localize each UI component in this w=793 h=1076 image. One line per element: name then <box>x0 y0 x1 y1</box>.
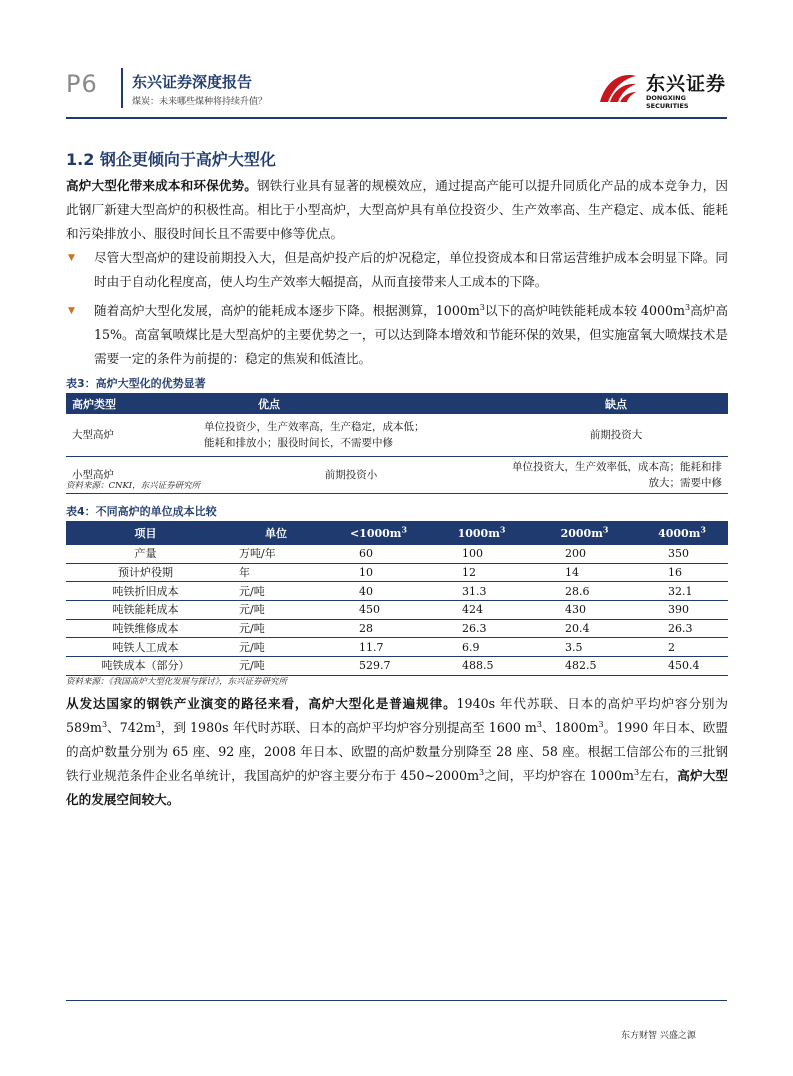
paragraph-lead: 从发达国家的钢铁产业演变的路径来看，高炉大型化是普遍规律。 <box>66 696 457 711</box>
table4-cell-value: 200 <box>533 545 636 563</box>
table-row <box>66 619 728 638</box>
table4-cell-unit: 元/吨 <box>225 582 327 601</box>
table4-source: 资料来源：《我国高炉大型化发展与探讨》，东兴证券研究所 <box>66 677 288 687</box>
table4-cell-value: 2 <box>636 638 728 657</box>
table4-cell-value: 450 <box>327 601 430 620</box>
bullet-icon: ▼ <box>68 306 75 316</box>
bullet-text: 随着高炉大型化发展，高炉的能耗成本逐步下降。根据测算，1000m <box>94 303 480 318</box>
table4-unit-cost-comparison <box>66 521 728 676</box>
table4-cell-value: 40 <box>327 582 430 601</box>
table4-cell-value: 31.3 <box>430 582 533 601</box>
logo-text-cn: 东兴证券 <box>646 73 727 95</box>
paragraph-lead: 高炉大型化带来成本和环保优势。 <box>66 178 258 193</box>
table4-header: 单位 <box>225 521 327 545</box>
paragraph-text: ，到 1980s 年代时苏联、日本的高炉平均炉容分别提高至 1600 m <box>160 720 537 735</box>
table4-cell-value: 482.5 <box>533 657 636 676</box>
table4-title: 表4：不同高炉的单位成本比较 <box>66 505 217 518</box>
table3-source: 资料来源：CNKI，东兴证券研究所 <box>66 481 201 491</box>
table3-cell-type: 大型高炉 <box>66 414 198 457</box>
bullet-text: 高炉高 15%。高富氧喷煤比是大型高炉的主要优势之一，可以达到降本增效和节能环保的效果，但实施富氧大喷煤技术是需要一定的条件为前提的：稳定的焦炭和低渣比。 <box>94 303 729 366</box>
table-row <box>66 657 728 676</box>
table4-cell-value: 28 <box>327 619 430 638</box>
bullet-text: 以下的高炉吨铁能耗成本较 4000m <box>484 303 685 318</box>
superscript: 3 <box>479 767 485 777</box>
table4-cell-unit: 元/吨 <box>225 657 327 676</box>
superscript: 3 <box>598 719 604 729</box>
table4-cell-item: 吨铁折旧成本 <box>66 582 225 601</box>
table-row <box>66 414 728 457</box>
table4-cell-item: 吨铁成本（部分） <box>66 657 225 676</box>
table4-cell-item: 预计炉役期 <box>66 563 225 582</box>
table4-cell-value: 6.9 <box>430 638 533 657</box>
table4-cell-value: 28.6 <box>533 582 636 601</box>
logo-text-en: DONGXING SECURITIES <box>646 94 689 110</box>
table4-cell-value: 12 <box>430 563 533 582</box>
table4-cell-value: 26.3 <box>636 619 728 638</box>
table4-header: 项目 <box>66 521 225 545</box>
table4-cell-unit: 万吨/年 <box>225 545 327 563</box>
table4-cell-value: 32.1 <box>636 582 728 601</box>
superscript: 3 <box>684 302 691 312</box>
superscript: 3 <box>101 719 108 729</box>
header-rule <box>66 117 727 119</box>
bullet-icon: ▼ <box>68 253 75 263</box>
footer-rule <box>66 1000 727 1001</box>
paragraph-text: 、742m <box>107 720 156 735</box>
table4-cell-value: 3.5 <box>533 638 636 657</box>
table4-cell-value: 10 <box>327 563 430 582</box>
table3-cell-type: 小型高炉 <box>66 457 198 494</box>
bullet-item-energy <box>94 299 728 371</box>
paragraph-conclusion: 高炉大型化的发展空间较大。 <box>66 768 729 807</box>
table4-cell-value: 350 <box>636 545 728 563</box>
table4-cell-value: 424 <box>430 601 533 620</box>
superscript: 3 <box>155 719 161 729</box>
table4-cell-unit: 元/吨 <box>225 619 327 638</box>
table4-cell-value: 100 <box>430 545 533 563</box>
paragraph-global-trend <box>66 692 728 812</box>
table-row <box>66 563 728 582</box>
section-title: 1.2 钢企更倾向于高炉大型化 <box>66 150 276 169</box>
logo-mark-icon <box>596 68 640 108</box>
table4-cell-item: 吨铁能耗成本 <box>66 601 225 620</box>
paragraph-text: 1940s 年代苏联、日本的高炉平均炉容分别为 589m <box>66 696 728 735</box>
table4-header: $4000m^3$ <box>636 521 728 545</box>
report-subtitle: 煤炭：未来哪些煤种将持续升值？ <box>132 97 268 107</box>
table-row <box>66 601 728 620</box>
table3-header: 高炉类型 <box>66 393 198 414</box>
table4-cell-item: 吨铁维修成本 <box>66 619 225 638</box>
table-row <box>66 582 728 601</box>
table4-cell-value: 16 <box>636 563 728 582</box>
page-number: P6 <box>66 70 98 98</box>
table4-cell-unit: 元/吨 <box>225 638 327 657</box>
table3-cell-pros: 前期投资小 <box>198 457 504 494</box>
table3-header: 优点 <box>198 393 504 414</box>
table4-cell-value: 488.5 <box>430 657 533 676</box>
table4-cell-value: 14 <box>533 563 636 582</box>
table3-cell-cons: 前期投资大 <box>504 414 728 457</box>
report-title: 东兴证券深度报告 <box>132 73 253 91</box>
table4-cell-value: 390 <box>636 601 728 620</box>
table4-cell-value: 450.4 <box>636 657 728 676</box>
table4-cell-value: 430 <box>533 601 636 620</box>
table3-cell-pros <box>198 414 504 457</box>
table4-header: $1000m^3$ <box>430 521 533 545</box>
table4-cell-item: 吨铁人工成本 <box>66 638 225 657</box>
table4-cell-value: 60 <box>327 545 430 563</box>
table3-title: 表3：高炉大型化的优势显著 <box>66 377 206 390</box>
table3-cell-cons: 单位投资大，生产效率低，成本高；能耗和排放大；需要中修 <box>504 457 728 494</box>
table4-cell-value: 11.7 <box>327 638 430 657</box>
table4-cell-item: 产量 <box>66 545 225 563</box>
bullet-item-cost: 尽管大型高炉的建设前期投入大，但是高炉投产后的炉况稳定，单位投资成本和日常运营维护成本会明显下降。同时由于自动化程度高，使人均生产效率大幅提高，从而直接带来人工成本的下降。 <box>94 250 728 289</box>
table4-cell-value: 26.3 <box>430 619 533 638</box>
table-row <box>66 638 728 657</box>
paragraph-text: 。1990 年日本、欧盟的高炉数量分别为 65 座、92 座，2008 年日本、欧盟的高炉数量分别降至 28 座、58 座。根据工信部公布的三批钢铁行业规范条件企业名单统计，我国高炉的炉容主要分布于 450~2000m <box>66 720 728 783</box>
pros-line: 能耗和排放小；服役时间长，不需要中修 <box>204 437 393 449</box>
paragraph-text: 、1800m <box>541 720 599 735</box>
table4-cell-unit: 元/吨 <box>225 601 327 620</box>
paragraph-advantages <box>66 174 728 246</box>
paragraph-text: 钢铁行业具有显著的规模效应，通过提高产能可以提升同质化产品的成本竞争力，因此钢厂新建大型高炉的积极性高。相比于小型高炉，大型高炉具有单位投资少、生产效率高、生产稳定、成本低、能耗和污染排放小、服役时间长且不需要中修等优点。 <box>66 178 729 241</box>
superscript: 3 <box>479 302 485 312</box>
table4-header: $<1000m^3$ <box>327 521 430 545</box>
paragraph-text: 之间，平均炉容在 1000m <box>484 768 634 783</box>
header-divider <box>121 68 123 108</box>
table4-cell-value: 20.4 <box>533 619 636 638</box>
table4-cell-unit: 年 <box>225 563 327 582</box>
superscript: 3 <box>536 719 542 729</box>
table-row <box>66 545 728 563</box>
table4-header: $2000m^3$ <box>533 521 636 545</box>
company-logo <box>596 66 728 110</box>
pros-line: 单位投资少，生产效率高，生产稳定，成本低； <box>204 421 425 433</box>
footer-slogan: 东方财智 兴盛之源 <box>621 1031 696 1041</box>
table4-cell-value: 529.7 <box>327 657 430 676</box>
superscript: 3 <box>633 767 640 777</box>
paragraph-text: 左右， <box>639 768 678 783</box>
table3-header: 缺点 <box>504 393 728 414</box>
